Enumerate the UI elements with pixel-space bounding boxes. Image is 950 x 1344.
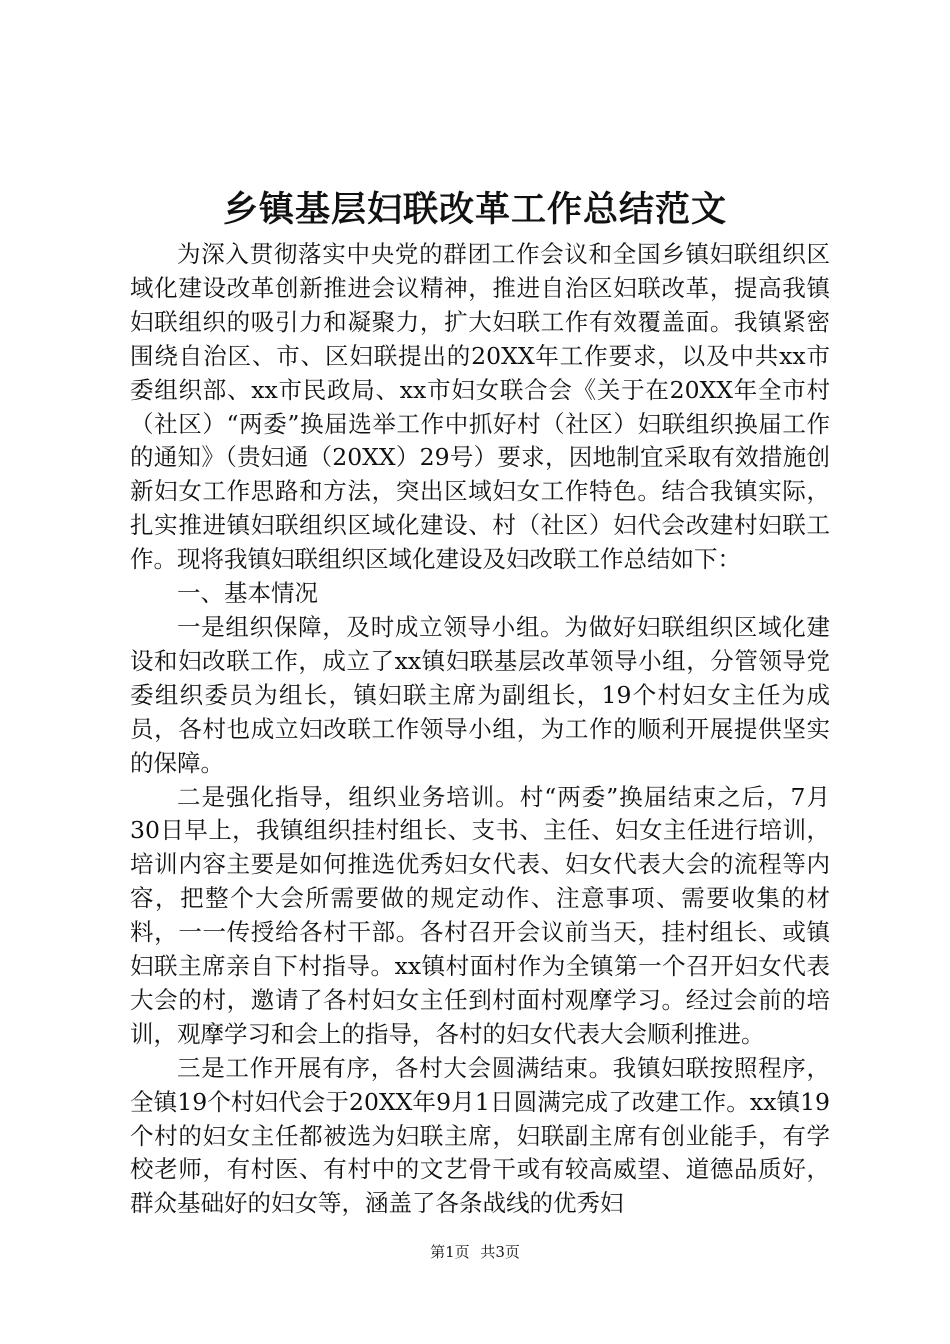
paragraph-organization: 一是组织保障，及时成立领导小组。为做好妇联组织区域化建设和妇改联工作，成立了xx镇妇联基层改革领导小组，分管领导党委组织委员为组长，镇妇联主席为副组长，19个村妇女主任为成员，各村也成立妇改联工作领导小组，为工作的顺利开展提供坚实的保障。 — [130, 612, 830, 777]
paragraph-progress: 三是工作开展有序，各村大会圆满结束。我镇妇联按照程序，全镇19个村妇代会于20XX年9月1日圆满完成了改建工作。xx镇19个村的妇女主任都被选为妇联主席，妇联副主席有创业能手，有学校老师，有村医、有村中的文艺骨干或有较高威望、道德品质好，群众基础好的妇女等，涵盖了各条战线的优秀妇 — [130, 1053, 830, 1218]
document-title: 乡镇基层妇联改革工作总结范文 — [222, 190, 727, 230]
page-footer — [0, 1240, 950, 1264]
document-body — [130, 238, 830, 1221]
page-number: 第1页 — [430, 1243, 470, 1261]
page-total: 共3页 — [480, 1243, 520, 1261]
paragraph-intro: 为深入贯彻落实中央党的群团工作会议和全国乡镇妇联组织区域化建设改革创新推进会议精神，推进自治区妇联改革，提高我镇妇联组织的吸引力和凝聚力，扩大妇联工作有效覆盖面。我镇紧密围绕自治区、市、区妇联提出的20XX年工作要求，以及中共xx市委组织部、xx市民政局、xx市妇女联合会《关于在20XX年全市村（社区）“两委”换届选举工作中抓好村（社区）妇联组织换届工作的通知》（贵妇通（20XX）29号）要求，因地制宜采取有效措施创新妇女工作思路和方法，突出区域妇女工作特色。结合我镇实际，扎实推进镇妇联组织区域化建设、村（社区）妇代会改建村妇联工作。现将我镇妇联组织区域化建设及妇改联工作总结如下： — [130, 240, 830, 574]
section-heading-basic: 一、基本情况 — [177, 579, 318, 608]
paragraph-guidance: 二是强化指导，组织业务培训。村“两委”换届结束之后，7月30日早上，我镇组织挂村组长、支书、主任、妇女主任进行培训，培训内容主要是如何推选优秀妇女代表、妇女代表大会的流程等内容，把整个大会所需要做的规定动作、注意事项、需要收集的材料，一一传授给各村干部。各村召开会议前当天，挂村组长、或镇妇联主席亲自下村指导。xx镇村面村作为全镇第一个召开妇女代表大会的村，邀请了各村妇女主任到村面村观摩学习。经过会前的培训，观摩学习和会上的指导，各村的妇女代表大会顺利推进。 — [130, 782, 830, 1048]
